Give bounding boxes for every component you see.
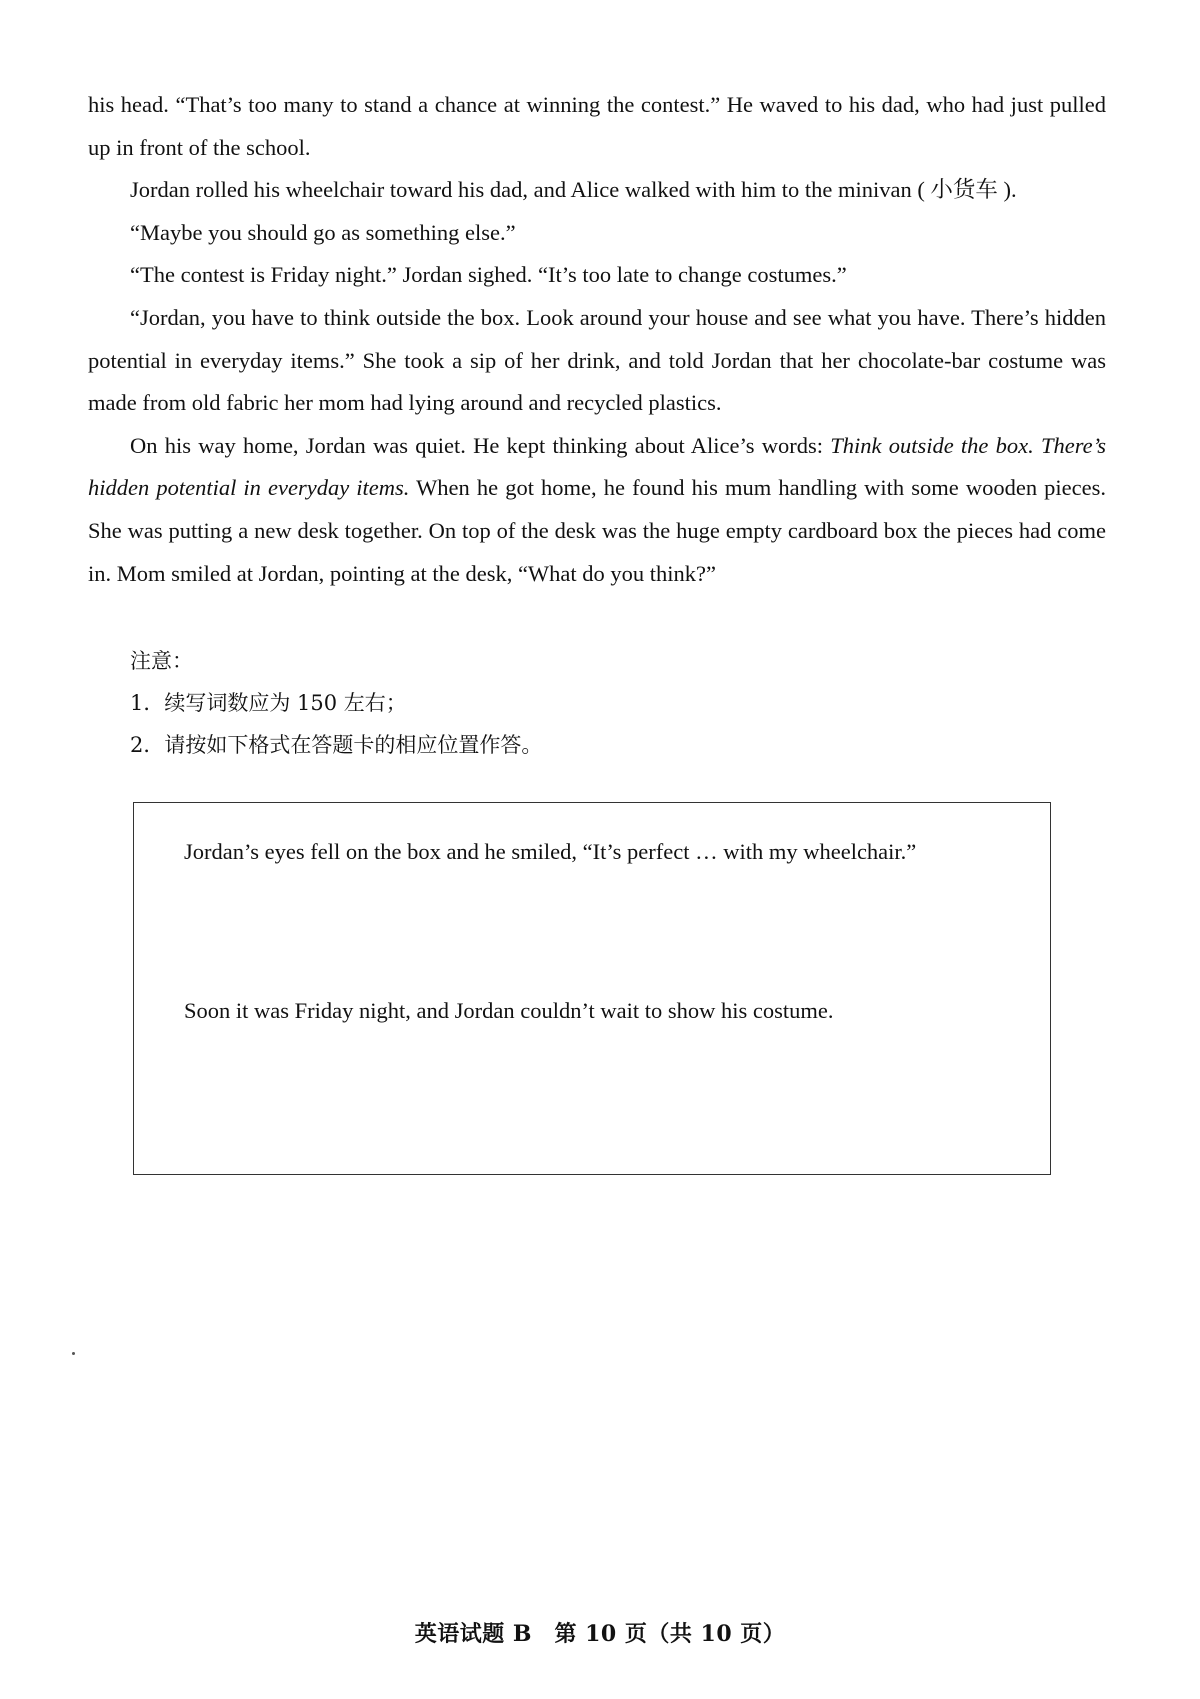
notes-item-word-count: 1．续写词数应为 150 左右； bbox=[130, 691, 407, 715]
paragraph-6-italic-quote: Think outside the box. There’s hidden potential in everyday items. bbox=[88, 432, 1106, 501]
notes-heading: 注意： bbox=[130, 649, 193, 673]
paragraph-6-end: When he got home, he found his mum handling with some wooden pieces. She was putting a new desk together. On top of the desk was the huge empty cardboard box the pieces had come in. Mom smiled at Jordan, pointing at the desk, “What do you think?” bbox=[88, 475, 1106, 586]
passage-paragraph-4: “The contest is Friday night.” Jordan sighed. “It’s too late to change costumes.” bbox=[130, 262, 847, 288]
passage-paragraph-5: “Jordan, you have to think outside the box. Look around your house and see what you have. There’s hidden potential in everyday items.” She took a sip of her drink, and told Jordan that her chocolate-bar costume was made from old fabric her mom had lying around and recycled plastics. bbox=[88, 304, 1106, 416]
answer-format-box bbox=[133, 802, 1051, 1175]
passage-paragraph-1: his head. “That’s too many to stand a chance at winning the contest.” He waved to his dad, who had just pulled up in front of the school. bbox=[88, 92, 1106, 160]
story-passage bbox=[88, 84, 1106, 595]
answer-box-opening-line-2: Soon it was Friday night, and Jordan couldn’t wait to show his costume. bbox=[184, 998, 834, 1023]
paragraph-6-start: On his way home, Jordan was quiet. He kept thinking about Alice’s words: bbox=[130, 432, 831, 458]
passage-paragraph-2: Jordan rolled his wheelchair toward his dad, and Alice walked with him to the minivan ( 小货车 ). bbox=[130, 177, 1017, 203]
notes-item-answer-format: 2．请按如下格式在答题卡的相应位置作答。 bbox=[130, 733, 543, 757]
scan-speck bbox=[72, 1352, 75, 1355]
answer-box-opening-line-1: Jordan’s eyes fell on the box and he smiled, “It’s perfect … with my wheelchair.” bbox=[184, 839, 917, 864]
passage-paragraph-3: “Maybe you should go as something else.” bbox=[130, 219, 516, 245]
passage-paragraph-6 bbox=[88, 425, 1106, 595]
page-footer: 英语试题 B 第 10 页（共 10 页） bbox=[414, 1621, 786, 1647]
instructions-notes bbox=[130, 640, 542, 766]
